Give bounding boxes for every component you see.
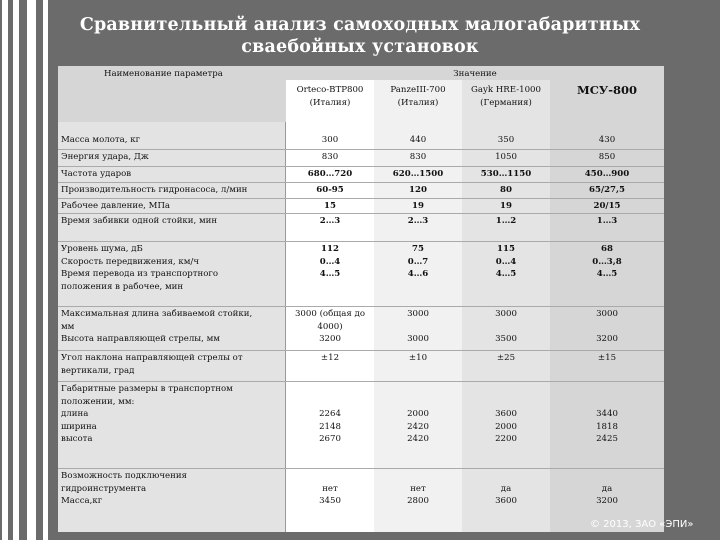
value-line: 300 (321, 135, 339, 145)
value-cell (550, 306, 664, 350)
value-line: 4…5 (596, 269, 618, 279)
value-line: 2000 (495, 421, 517, 432)
value-cell (374, 132, 462, 149)
header-value-cell (286, 66, 664, 80)
header-machine-cell (462, 80, 550, 122)
spacer-cell (462, 230, 550, 241)
value-line: 0…7 (407, 256, 429, 267)
value-line: 65/27,5 (588, 185, 626, 195)
value-cell (462, 166, 550, 182)
page-title (60, 14, 660, 58)
value-line: 3600 (495, 496, 517, 506)
spacer-cell (58, 230, 286, 241)
value-cell (550, 182, 664, 198)
machine-name: Gayk HRE-1000 (471, 85, 541, 95)
value-line: 115 (497, 244, 515, 254)
value-line: ±25 (496, 353, 516, 363)
value-line: 2420 (407, 421, 429, 432)
row-divider (58, 350, 664, 351)
row-divider (58, 306, 664, 307)
value-cell (550, 241, 664, 298)
param-cell (58, 381, 286, 468)
value-line: 3200 (596, 496, 618, 506)
value-cell (462, 241, 550, 298)
value-cell (374, 182, 462, 198)
value-line: 2200 (495, 434, 517, 444)
value-cell (286, 149, 374, 166)
row-divider (58, 241, 664, 242)
value-cell (550, 132, 664, 149)
value-cell (462, 213, 550, 230)
header-value-label: Значение (453, 69, 497, 79)
value-cell (286, 132, 374, 149)
row-divider (58, 166, 664, 167)
param-cell (58, 149, 286, 166)
param-name-line: Масса молота, кг (61, 135, 141, 145)
value-cell (374, 149, 462, 166)
value-cell (462, 468, 550, 532)
machine-country: (Италия) (397, 97, 439, 108)
title-line: сваебойных установок (241, 37, 479, 57)
value-line: 350 (497, 135, 515, 145)
param-name-line: высота (61, 434, 93, 444)
machine-country: (Италия) (309, 97, 351, 108)
spacer-cell (286, 122, 374, 132)
param-cell (58, 306, 286, 350)
value-line: 2264 (319, 409, 341, 419)
value-line: 75 (412, 244, 424, 254)
decor-bar-2 (13, 0, 19, 540)
header-machine-cell (374, 80, 462, 122)
value-line (374, 470, 462, 483)
param-cell (58, 213, 286, 230)
value-line: 620…1500 (392, 169, 444, 179)
value-cell (550, 350, 664, 381)
value-cell (374, 306, 462, 350)
value-line: 3500 (495, 334, 517, 344)
value-cell (374, 166, 462, 182)
value-line: ±15 (597, 353, 617, 363)
machine-country: (Германия) (480, 97, 532, 108)
param-name-line: Производительность гидронасоса, л/мин (61, 185, 248, 195)
header-machine-cell (550, 80, 664, 122)
row-divider (58, 468, 664, 469)
spacer-cell (550, 122, 664, 132)
row-divider (58, 182, 664, 183)
value-line: 440 (409, 135, 427, 145)
param-name-line: Частота ударов (61, 169, 132, 179)
value-cell (374, 198, 462, 213)
value-line: 0…4 (495, 256, 517, 267)
param-cell (58, 182, 286, 198)
value-cell (286, 468, 374, 532)
value-cell (286, 213, 374, 230)
param-cell (58, 132, 286, 149)
spacer-cell (550, 298, 664, 306)
value-line: 0…3,8 (592, 256, 622, 267)
value-line: 80 (500, 185, 512, 195)
row-divider (58, 213, 664, 214)
value-line: 3000 (495, 309, 517, 319)
value-line: да (601, 483, 613, 494)
param-name-line: положении, мм: (61, 396, 135, 407)
value-line: 112 (321, 244, 339, 254)
param-name-line: Максимальная длина забиваемой стойки, (61, 309, 253, 319)
spacer-cell (462, 122, 550, 132)
header-param-label: Наименование параметра (104, 69, 223, 79)
value-line (550, 321, 664, 334)
value-line: 0…4 (319, 256, 341, 267)
value-line: да (500, 483, 512, 494)
value-line (286, 470, 374, 483)
value-line (462, 321, 550, 334)
value-line (286, 396, 374, 409)
spacer-cell (58, 122, 286, 132)
value-line: 3450 (319, 496, 341, 506)
value-line: 450…900 (584, 169, 630, 179)
value-line (462, 383, 550, 396)
param-cell (58, 350, 286, 381)
value-line: нет (322, 483, 338, 494)
param-name-line: ширина (61, 421, 97, 432)
value-line: 3200 (319, 334, 341, 344)
value-line (374, 396, 462, 409)
value-cell (286, 241, 374, 298)
param-name-line: Время перевода из транспортного (61, 269, 219, 279)
value-line: 68 (601, 244, 613, 254)
value-cell (550, 381, 664, 468)
header-param-cell (58, 66, 286, 122)
spacer-cell (374, 298, 462, 306)
value-line (374, 383, 462, 396)
comparison-table (58, 66, 664, 532)
param-name-line: мм (61, 321, 75, 332)
param-name-line: Возможность подключения (61, 471, 187, 481)
param-name-line: Рабочее давление, МПа (61, 201, 171, 211)
value-cell (286, 198, 374, 213)
value-line: 1…2 (495, 216, 517, 226)
value-line (550, 470, 664, 483)
value-line: 2…3 (407, 216, 429, 226)
value-cell (286, 306, 374, 350)
value-line: 60-95 (316, 185, 344, 195)
value-cell (462, 198, 550, 213)
value-cell (374, 468, 462, 532)
header-machine-cell (286, 80, 374, 122)
value-line: 680…720 (307, 169, 353, 179)
value-line: 4…5 (495, 269, 517, 279)
value-cell (286, 381, 374, 468)
param-name-line: длина (61, 409, 89, 419)
value-line: ±12 (320, 353, 340, 363)
spacer-cell (462, 298, 550, 306)
param-name-line: Масса,кг (61, 496, 103, 506)
param-name-line: Скорость передвижения, км/ч (61, 256, 199, 267)
machine-name: Orteco-BTP800 (296, 85, 364, 95)
param-cell (58, 468, 286, 532)
value-line: 3200 (596, 334, 618, 344)
value-line: 430 (598, 135, 616, 145)
decor-bar-4 (43, 0, 48, 540)
value-line: 850 (598, 152, 616, 162)
value-line: 4…6 (407, 269, 429, 279)
value-line: 19 (412, 201, 424, 211)
param-name-line: Угол наклона направляющей стрелы от (61, 353, 243, 363)
param-cell (58, 198, 286, 213)
row-divider (58, 381, 664, 382)
value-line (286, 383, 374, 396)
row-divider (58, 198, 664, 199)
value-line (462, 470, 550, 483)
param-cell (58, 241, 286, 298)
value-line: 830 (321, 152, 339, 162)
value-line: 120 (409, 185, 427, 195)
value-line: 1818 (596, 421, 618, 432)
param-name-line: Время забивки одной стойки, мин (61, 216, 218, 226)
spacer-cell (286, 298, 374, 306)
value-line (550, 396, 664, 409)
title-line: Сравнительный анализ самоходных малогабаритных (79, 15, 641, 35)
param-name-line: Уровень шума, дБ (61, 244, 143, 254)
decor-bar-3 (27, 0, 36, 540)
value-cell (374, 350, 462, 381)
machine-country (550, 97, 664, 110)
spacer-cell (286, 230, 374, 241)
param-name-line: вертикали, град (61, 365, 135, 376)
value-cell (462, 149, 550, 166)
value-cell (286, 182, 374, 198)
value-line: 1050 (495, 152, 517, 162)
decor-bar-1 (2, 0, 8, 540)
value-line (550, 383, 664, 396)
value-line: 3000 (407, 309, 429, 319)
value-cell (550, 213, 664, 230)
machine-name: PanzeIII-700 (390, 85, 446, 95)
value-line (462, 396, 550, 409)
value-cell (374, 241, 462, 298)
value-line: нет (410, 483, 426, 494)
value-cell (462, 381, 550, 468)
value-cell (374, 381, 462, 468)
param-cell (58, 166, 286, 182)
value-line: 830 (409, 152, 427, 162)
value-line: 2670 (319, 434, 341, 444)
value-line: 2420 (407, 434, 429, 444)
value-line: 3000 (596, 309, 618, 319)
row-divider (58, 149, 664, 150)
param-name-line: Энергия удара, Дж (61, 152, 149, 162)
value-cell (462, 182, 550, 198)
value-cell (374, 213, 462, 230)
spacer-cell (374, 122, 462, 132)
value-line: 2800 (407, 496, 429, 506)
value-line: 20/15 (593, 201, 621, 211)
value-cell (286, 166, 374, 182)
param-name-line: гидроинструмента (61, 483, 147, 494)
value-line: 2148 (319, 421, 341, 432)
param-name-line: Габаритные размеры в транспортном (61, 384, 233, 394)
spacer-cell (58, 298, 286, 306)
value-line: 3600 (495, 409, 517, 419)
value-cell (550, 149, 664, 166)
param-name-line: положения в рабочее, мин (61, 281, 184, 292)
value-cell (462, 350, 550, 381)
value-line: ±10 (408, 353, 428, 363)
value-cell (462, 132, 550, 149)
value-cell (550, 166, 664, 182)
value-line: 4…5 (319, 269, 341, 279)
value-line: 1…3 (596, 216, 618, 226)
spacer-cell (374, 230, 462, 241)
value-cell (286, 350, 374, 381)
value-line: 19 (500, 201, 512, 211)
value-line: 3440 (596, 409, 618, 419)
value-line: 15 (324, 201, 336, 211)
value-line: 2…3 (319, 216, 341, 226)
value-cell (550, 198, 664, 213)
machine-name: МСУ-800 (577, 83, 637, 97)
value-line: 4000) (317, 321, 343, 332)
param-name-line: Высота направляющей стрелы, мм (61, 334, 220, 344)
value-line: 3000 (407, 334, 429, 344)
value-line: 530…1150 (480, 169, 532, 179)
copyright-footer: © 2013, ЗАО «ЭПИ» (590, 519, 694, 530)
value-line: 2000 (407, 409, 429, 419)
spacer-cell (550, 230, 664, 241)
value-line: 2425 (596, 434, 618, 444)
value-cell (462, 306, 550, 350)
value-line: 3000 (общая до (294, 309, 366, 319)
value-line (374, 321, 462, 334)
